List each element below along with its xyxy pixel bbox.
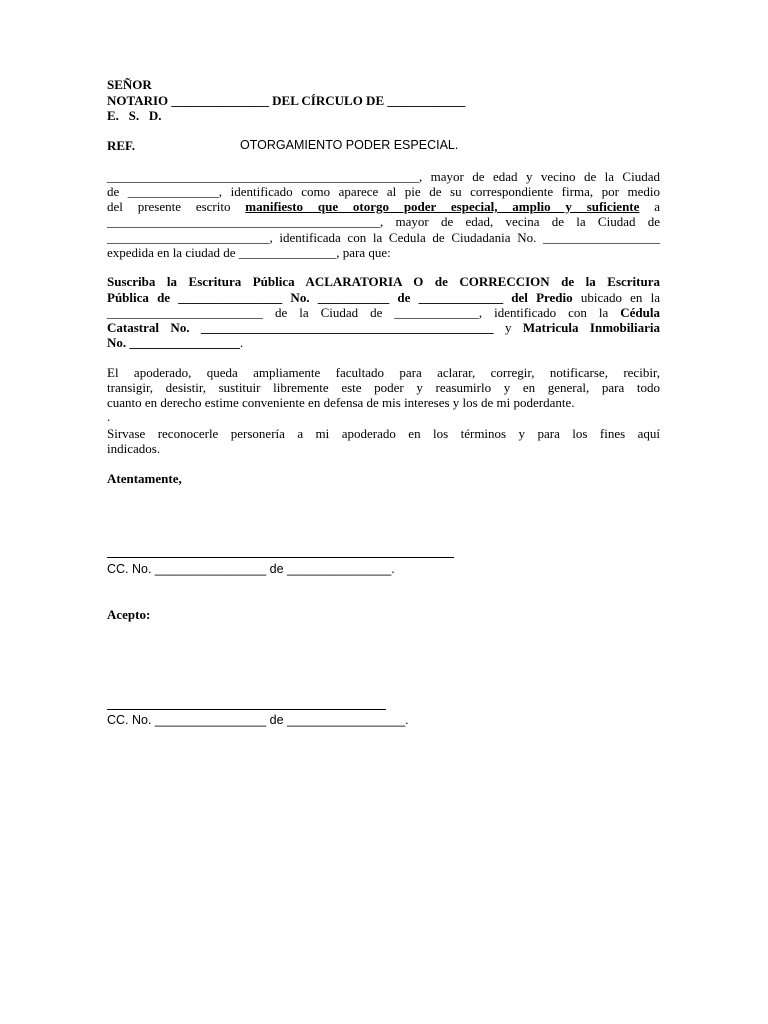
addressee-esd: E. S. D.: [107, 108, 162, 123]
p2-line5-dot: .: [239, 335, 244, 350]
p3-line3: cuanto en derecho estime conveniente en defensa de mis intereses y los de mi poderdante.: [107, 395, 575, 410]
signature-line-attorney: [107, 709, 386, 710]
p2-line4-bold-b: Matricula Inmobiliaria: [522, 320, 660, 335]
p1-line3-emphasis: manifiesto que otorgo poder especial, amplio y suficiente: [245, 199, 640, 214]
p3-line2: transigir, desistir, sustituir libremente este poder y reasumirlo y en general, para todo: [107, 380, 660, 395]
acceptance-label: Acepto:: [107, 607, 151, 622]
attorney-cc-line: CC. No. ________________ de _________________.: [107, 713, 409, 727]
p2-line4-bold-a: Catastral No. _____________________________________________: [107, 320, 494, 335]
p1-line3-end: a: [639, 199, 660, 214]
closing-atentamente: Atentamente,: [107, 471, 182, 486]
ref-subject: OTORGAMIENTO PODER ESPECIAL.: [240, 138, 459, 152]
p2-line2-bold: Pública de ________________ No. ___________ de _____________ del Predio: [107, 290, 573, 305]
p2-line4-normal: y: [493, 320, 523, 335]
p3-line1: El apoderado, queda ampliamente facultado para aclarar, corregir, notificarse, recibir,: [107, 365, 660, 380]
p1-line2: de ______________, identificado como aparece al pie de su correspondiente firma, por medio: [107, 184, 660, 199]
p2-line5: [107, 335, 660, 350]
addressee-notario: NOTARIO _______________ DEL CÍRCULO DE ____________: [107, 93, 466, 108]
p2-line3: [107, 305, 660, 320]
p1-line3-start: del presente escrito: [107, 199, 246, 214]
p1-line5: _________________________, identificada con la Cedula de Ciudadania No. __________________: [107, 230, 660, 245]
p2-line5-bold: No. _________________: [107, 335, 240, 350]
signature-line-grantor: [107, 557, 454, 558]
p4-line1: Sirvase reconocerle personería a mi apoderado en los términos y para los fines aquí: [107, 426, 660, 441]
p2-line4: [107, 320, 660, 335]
p2-line1: Suscriba la Escritura Pública ACLARATORIA O de CORRECCION de la Escritura: [107, 274, 660, 289]
grantor-cc-line: CC. No. ________________ de _______________.: [107, 562, 395, 576]
p1-line6: expedida en la ciudad de _______________, para que:: [107, 245, 391, 260]
p2-line3-bold: Cédula: [620, 305, 660, 320]
stray-dot: .: [107, 409, 111, 424]
p1-line3: [107, 199, 660, 214]
p2-line2-normal: ubicado en la: [572, 290, 660, 305]
p4-line2: indicados.: [107, 441, 161, 456]
ref-label: REF.: [107, 138, 136, 153]
p2-line3-normal: ________________________ de la Ciudad de _____________, identificado con la: [107, 305, 621, 320]
p1-line4: __________________________________________, mayor de edad, vecina de la Ciudad de: [107, 214, 660, 229]
addressee-senor: SEÑOR: [107, 77, 152, 92]
p1-line1: ________________________________________________, mayor de edad y vecino de la Ciudad: [107, 169, 660, 184]
p2-line2: [107, 290, 660, 305]
